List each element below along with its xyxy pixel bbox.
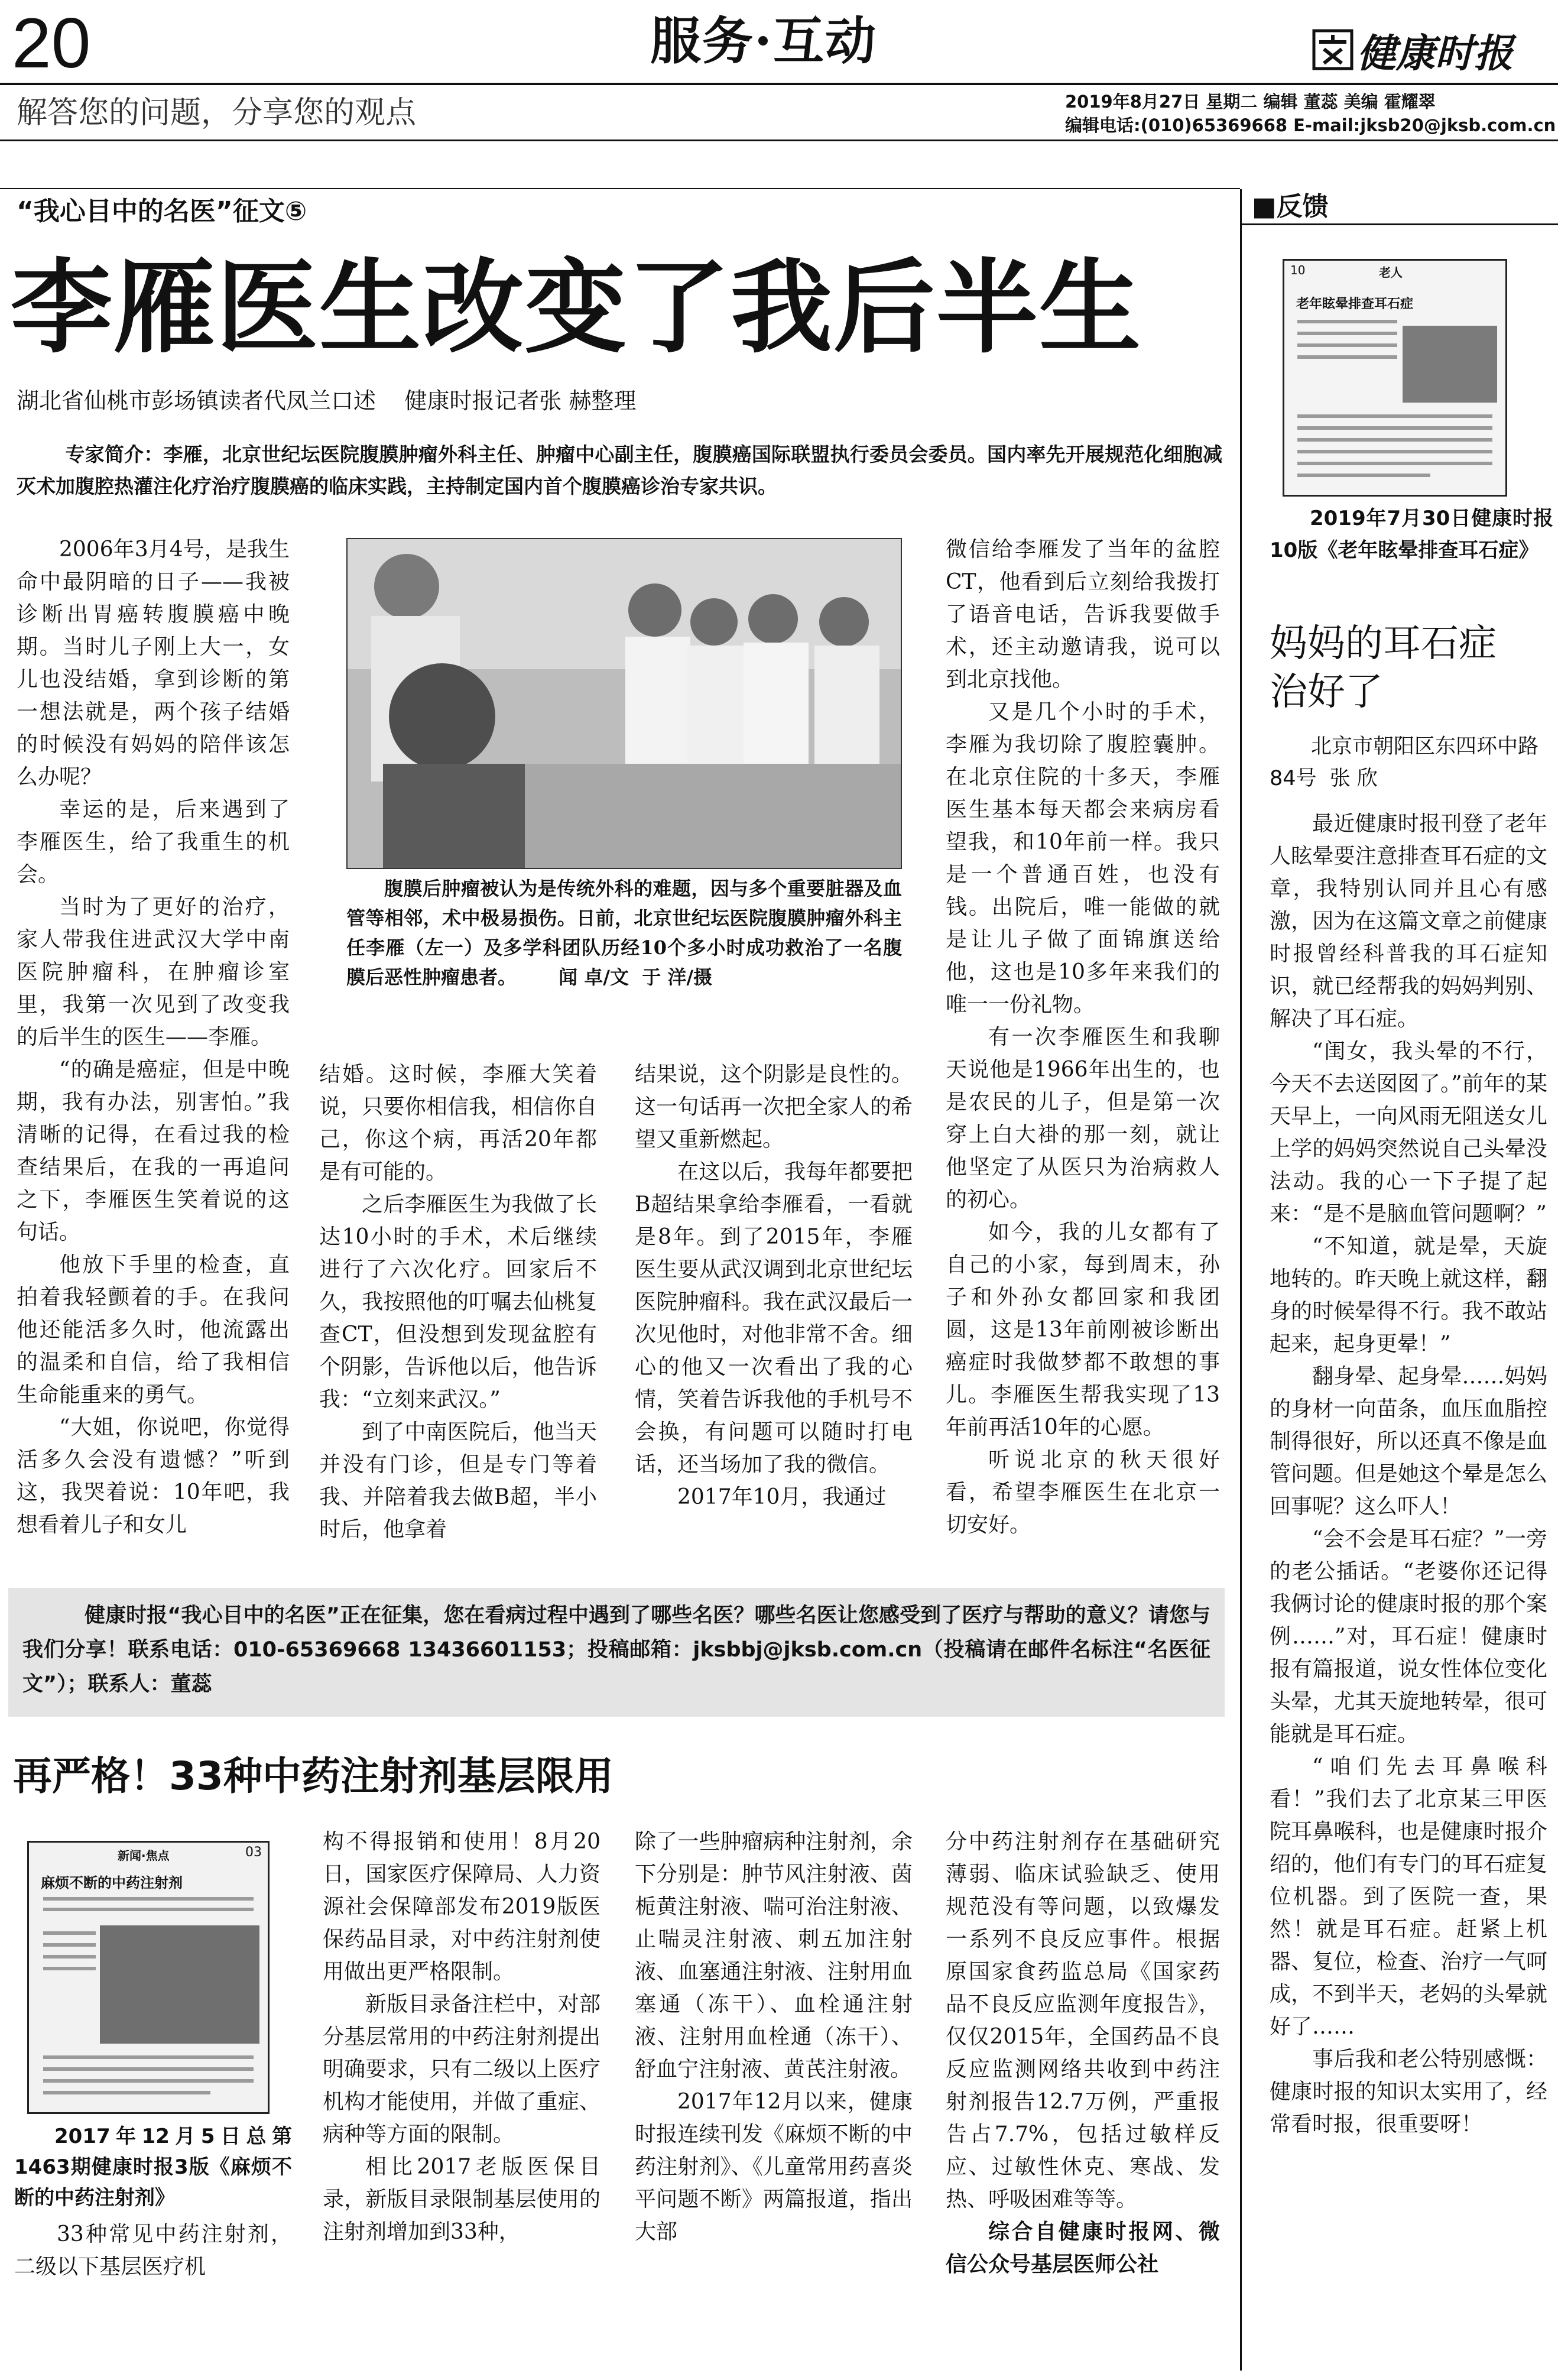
feedback-label: ■反馈 <box>1252 192 1329 222</box>
tcm-col1-p: 33种常见中药注射剂，二级以下基层医疗机 <box>14 2222 292 2279</box>
tcm-col-1 <box>14 2218 292 2283</box>
feedback-p: 翻身晕、起身晕……妈妈的身材一向苗条，血压血脂控制得很好，所以还真不像是血管问题。但是她这个晕是怎么回事呢？这么吓人！ <box>1270 1364 1547 1519</box>
tcm-thumbnail <box>27 1841 270 2114</box>
tcm-col2-p: 新版目录备注栏中，对部分基层常用的中药注射剂提出明确要求，只有二级以上医疗机构才能使用，并做了重症、病种等方面的限制。 <box>323 1992 601 2146</box>
photo-caption-text: 腹膜后肿瘤被认为是传统外科的难题，因与多个重要脏器及血管等相邻，术中极易损伤。日前，北京世纪坛医院腹膜肿瘤外科主任李雁（左一）及多学科团队历经10个多小时成功救治了一名腹膜后恶性肿瘤患者。 <box>346 877 902 988</box>
tcm-col2-p: 相比2017老版医保目录，新版目录限制基层使用的注射剂增加到33种， <box>323 2155 601 2244</box>
main-col4-p: 有一次李雁医生和我聊天说他是1966年出生的，也是农民的儿子，但是第一次穿上白大褂的那一刻，就让他坚定了从医只为治病救人的初心。 <box>946 1025 1220 1212</box>
main-col3-p: 在这以后，我每年都要把B超结果拿给李雁看，一看就是8年。到了2015年，李雁医生要从武汉调到北京世纪坛医院肿瘤科。我在武汉最后一次见他时，对他非常不舍。细心的他又一次看出了我的心情，笑着告诉我他的手机号不会换，有问题可以随时打电话，还当场加了我的微信。 <box>635 1160 913 1477</box>
feedback-p: “不知道，就是晕，天旋地转的。昨天晚上就这样，翻身的时候晕得不行。我不敢站起来，起身更晕！” <box>1270 1234 1547 1356</box>
main-col4-p: 又是几个小时的手术，李雁为我切除了腹腔囊肿。在北京住院的十多天，李雁医生基本每天都会来病房看望我，和10年前一样。我只是一个普通百姓，也没有钱。出院后，唯一能做的就是让儿子做了面锦旗送给他，这也是10多年来我们的唯一一份礼物。 <box>946 700 1220 1017</box>
masthead-rule-bottom <box>0 140 1558 141</box>
date-line: 2019年8月27日 星期二 编辑 董蕊 美编 霍耀翠 <box>1065 92 1436 112</box>
feedback-p: “咱们先去耳鼻喉科看！”我们去了北京某三甲医院耳鼻喉科，也是健康时报介绍的，他们有专门的耳石症复位机器。到了医院一查，果然！就是耳石症。赶紧上机器、复位，检查、治疗一气呵成，不到半天，老妈的头晕就好了…… <box>1270 1755 1547 2039</box>
feedback-headline: 妈妈的耳石症治好了 <box>1270 622 1497 714</box>
tcm-thumb-header: 新闻·焦点 <box>118 1849 170 1863</box>
main-col1-p: 幸运的是，后来遇到了李雁医生，给了我重生的机会。 <box>17 797 290 887</box>
feedback-p: “会不会是耳石症？”一旁的老公插话。“老婆你还记得我俩讨论的健康时报的那个案例……”对，耳石症！健康时报有篇报道，说女性体位变化头晕，尤其天旋地转晕，很可能就是耳石症。 <box>1270 1527 1547 1746</box>
main-col-4 <box>946 533 1220 1541</box>
tcm-col2-p: 构不得报销和使用！8月20日，国家医疗保障局、人力资源社会保障部发布2019版医保药品目录，对中药注射剂使用做出更严格限制。 <box>323 1830 601 1984</box>
tcm-thumb-title: 麻烦不断的中药注射剂 <box>41 1875 183 1891</box>
main-col1-p: “的确是癌症，但是中晚期，我有办法，别害怕。”我清晰的记得，在看过我的检查结果后，在我的一再追问之下，李雁医生笑着说的这句话。 <box>17 1058 290 1244</box>
photo-caption <box>346 874 902 992</box>
tcm-col3-p: 除了一些肿瘤病种注射剂，余下分别是：肿节风注射液、茵栀黄注射液、喘可治注射液、止喘灵注射液、刺五加注射液、血塞通注射液、注射用血塞通（冻干）、血栓通注射液、注射用血栓通（冻干）、舒血宁注射液、黄芪注射液。 <box>635 1830 913 2081</box>
main-col2-p: 之后李雁医生为我做了长达10小时的手术，术后继续进行了六次化疗。回家后不久，我按照他的叮嘱去仙桃复查CT，但没想到发现盆腔有个阴影，告诉他以后，他告诉我：“立刻来武汉。” <box>319 1192 597 1412</box>
feedback-body <box>1270 808 1547 2141</box>
feedback-byline: 北京市朝阳区东四环中路84号 张 欣 <box>1270 735 1539 790</box>
main-col1-p: “大姐，你说吧，你觉得活多久会没有遗憾？”听到这，我哭着说：10年吧，我想看着儿子和女儿 <box>17 1415 290 1537</box>
tcm-col3-p: 2017年12月以来，健康时报连续刊发《麻烦不断的中药注射剂》、《儿童常用药喜炎平问题不断》两篇报道，指出大部 <box>635 2090 913 2244</box>
tcm-source: 综合自健康时报网、微信公众号基层医师公社 <box>946 2220 1220 2277</box>
top-section-rule <box>0 188 1240 189</box>
main-col-2 <box>319 1058 597 1546</box>
feedback-p: “闺女，我头晕的不行，今天不去送囡囡了。”前年的某天早上，一向风雨无阻送女儿上学的妈妈突然说自己头晕没法动。我的心一下子提了起来：“是不是脑血管问题啊？” <box>1270 1039 1547 1226</box>
paper-logo-text: 健康时报 <box>1357 30 1513 76</box>
main-col1-p: 当时为了更好的治疗，家人带我住进武汉大学中南医院肿瘤科，在肿瘤诊室里，我第一次见到了改变我的后半生的医生——李雁。 <box>17 895 290 1049</box>
feedback-thumb-title: 老年眩晕排查耳石症 <box>1296 297 1414 312</box>
feedback-thumbnail <box>1283 259 1507 497</box>
section-rule <box>1240 223 1558 225</box>
main-col4-p: 微信给李雁发了当年的盆腔CT，他看到后立刻给我拨打了语音电话，告诉我要做手术，还主动邀请我，说可以到北京找他。 <box>946 537 1220 692</box>
tcm-col-2 <box>323 1825 601 2248</box>
photo-illustration-icon <box>348 539 902 869</box>
contact-line: 编辑电话:(010)65369668 E-mail:jksb20@jksb.com.cn <box>1065 115 1556 135</box>
main-col2-p: 到了中南医院后，他当天并没有门诊，但是专门等着我、并陪着我去做B超，半小时后，他拿着 <box>319 1420 597 1542</box>
tcm-col4-p: 分中药注射剂存在基础研究薄弱、临床试验缺乏、使用规范没有等问题，以致爆发一系列不良反应事件。根据原国家食药监总局《国家药品不良反应监测年度报告》，仅仅2015年，全国药品不良反应监测网络共收到中药注射剂报告12.7万例，严重报告占7.7%，包括过敏样反应、过敏性休克、寒战、发热、呼吸困难等等。 <box>946 1830 1220 2212</box>
main-col-1 <box>17 533 290 1541</box>
tcm-col-4 <box>946 1825 1220 2281</box>
main-col1-p: 2006年3月4号，是我生命中最阴暗的日子——我被诊断出胃癌转腹膜癌中晚期。当时儿子刚上大一，女儿也没结婚，拿到诊断的第一想法就是，两个孩子结婚的时候没有妈妈的陪伴该怎么办呢？ <box>17 537 290 789</box>
main-col4-p: 听说北京的秋天很好看，希望李雁医生在北京一切安好。 <box>946 1448 1220 1537</box>
tcm-headline: 再严格！33种中药注射剂基层限用 <box>13 1753 614 1799</box>
call-for-papers-box <box>8 1588 1225 1717</box>
logo-mark-icon <box>1312 29 1353 70</box>
tcm-thumb-page: 03 <box>245 1845 262 1860</box>
feedback-p: 最近健康时报刊登了老年人眩晕要注意排查耳石症的文章，我特别认同并且心有感激，因为在这篇文章之前健康时报曾经科普我的耳石症知识，就已经帮我的妈妈判别、解决了耳石症。 <box>1270 812 1547 1031</box>
main-col3-p: 2017年10月，我通过 <box>677 1485 887 1509</box>
main-byline: 湖北省仙桃市彭场镇读者代凤兰口述 健康时报记者张 赫整理 <box>17 388 637 414</box>
feedback-p: 事后我和老公特别感慨：健康时报的知识太实用了，经常看时报，很重要呀！ <box>1270 2047 1547 2136</box>
tcm-thumb-caption: 2017年12月5日总第1463期健康时报3版《麻烦不断的中药注射剂》 <box>14 2125 292 2210</box>
main-col4-p: 如今，我的儿女都有了自己的小家，每到周末，孙子和外孙女都回家和我团圆，这是13年前刚被诊断出癌症时我做梦都不敢想的事儿。李雁医生帮我实现了13年前再活10年的心愿。 <box>946 1220 1220 1439</box>
feedback-thumb-section: 老人 <box>1379 265 1403 280</box>
doctor-visit-photo <box>346 538 902 869</box>
feedback-thumb-photo <box>1403 326 1497 403</box>
photo-credit: 闻 卓/文 于 洋/摄 <box>559 966 713 988</box>
main-headline: 李雁医生改变了我后半生 <box>11 247 1142 367</box>
series-label: “我心目中的名医”征文⑤ <box>17 196 307 226</box>
expert-intro: 专家简介：李雁，北京世纪坛医院腹膜肿瘤外科主任、肿瘤中心副主任，腹膜癌国际联盟执行委员会委员。国内率先开展规范化细胞减灭术加腹腔热灌注化疗治疗腹膜癌的临床实践，主持制定国内首个腹膜癌诊治专家共识。 <box>17 443 1222 498</box>
call-for-papers-text: 健康时报“我心目中的名医”正在征集，您在看病过程中遇到了哪些名医？哪些名医让您感受到了医疗与帮助的意义？请您与我们分享！联系电话：010-65369668 13436601153；投稿邮箱：jksbbj@jksb.com.cn（投稿请在邮件名标注“名医征文”）；联系人：董蕊 <box>22 1604 1210 1696</box>
tcm-col-3 <box>635 1825 913 2248</box>
main-col3-p: 结果说，这个阴影是良性的。这一句话再一次把全家人的希望又重新燃起。 <box>635 1062 913 1152</box>
main-col-3 <box>635 1058 913 1513</box>
main-col2-p: 结婚。这时候，李雁大笑着说，只要你相信我，相信你自己，你这个病，再活20年都是有可能的。 <box>319 1062 597 1184</box>
page-number: 20 <box>12 4 91 83</box>
main-col1-p: 他放下手里的检查，直拍着我轻颤着的手。在我问他还能活多久时，他流露出的温柔和自信，给了我相信生命能重来的勇气。 <box>17 1253 290 1407</box>
paper-logo <box>1312 26 1513 76</box>
section-title: 服务·互动 <box>650 11 877 71</box>
feedback-thumb-caption: 2019年7月30日健康时报10版《老年眩晕排查耳石症》 <box>1270 507 1553 562</box>
feedback-thumb-page: 10 <box>1290 263 1306 277</box>
masthead-rule <box>0 83 1558 85</box>
tcm-thumb-photo <box>100 1925 259 2044</box>
slogan: 解答您的问题，分享您的观点 <box>17 95 417 131</box>
column-rule <box>1240 189 1242 2371</box>
